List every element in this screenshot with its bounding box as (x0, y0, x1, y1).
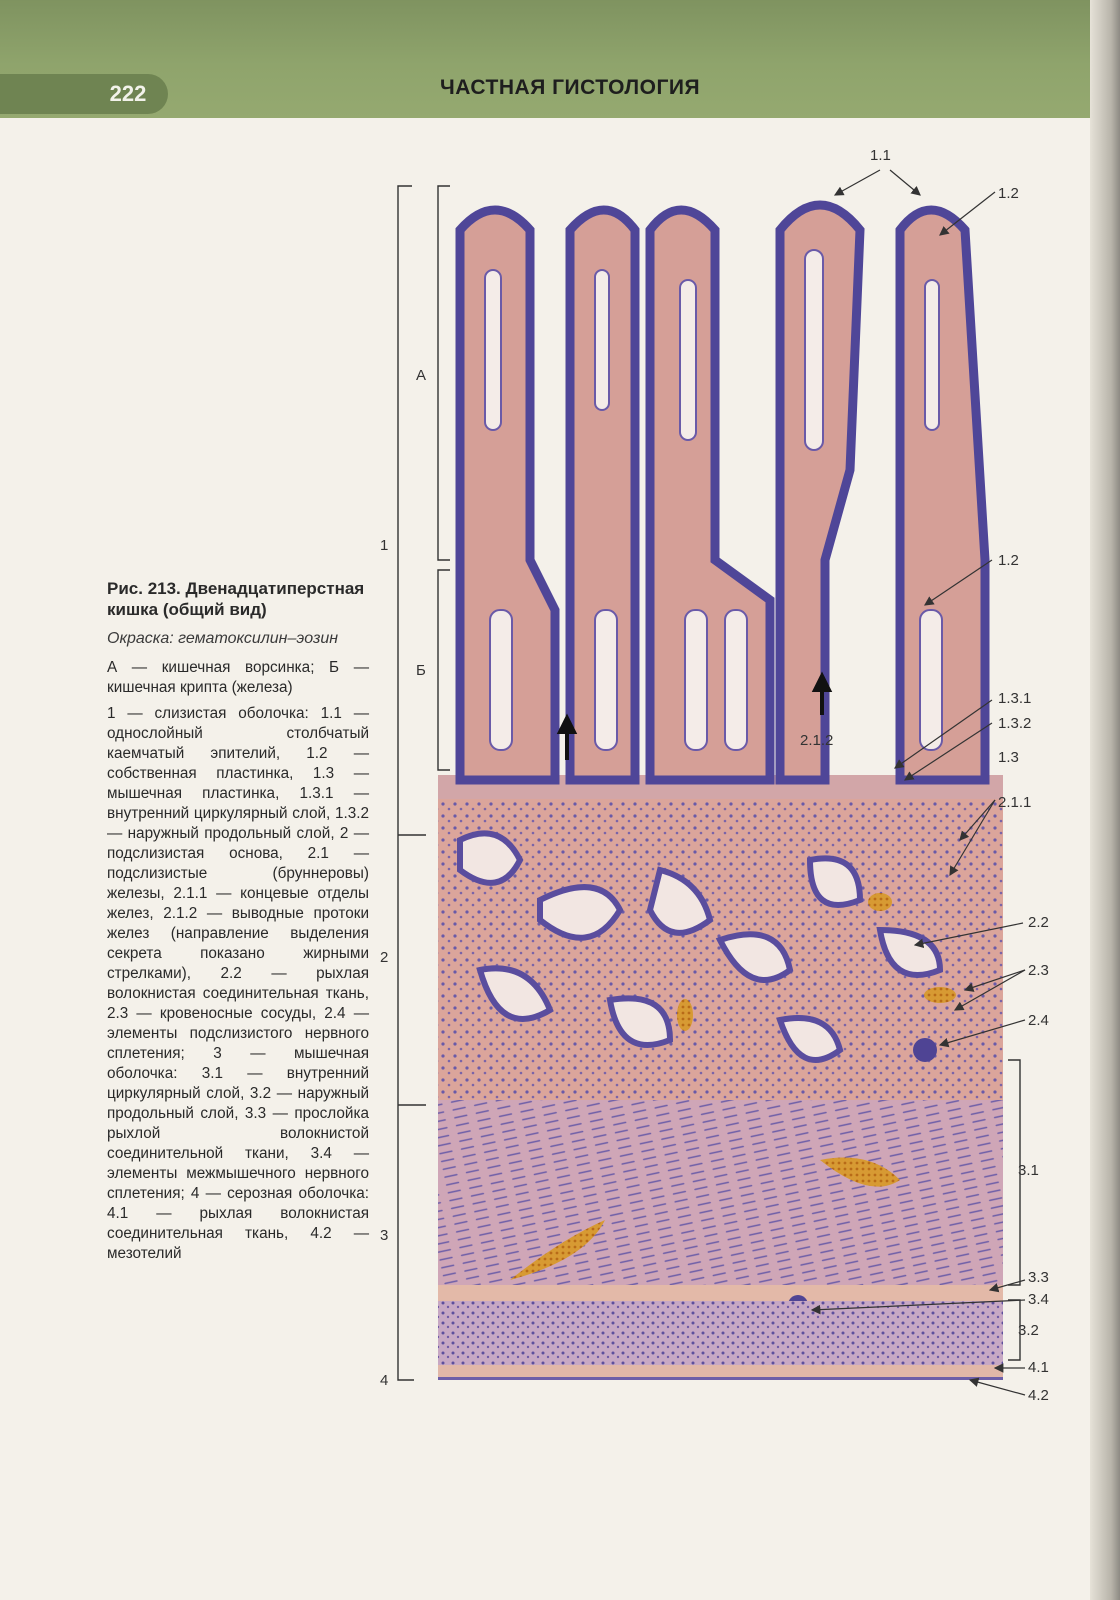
label-A: А (416, 367, 427, 384)
label-1-3-1: 1.3.1 (998, 690, 1032, 707)
mesothelium (438, 1377, 1003, 1380)
label-layer-2: 2 (380, 949, 389, 966)
histology-figure (380, 140, 1080, 1440)
connective-interlayer (438, 1285, 1003, 1301)
label-1-1: 1.1 (870, 147, 891, 164)
label-B: Б (416, 662, 426, 679)
blood-vessel (677, 999, 693, 1031)
label-3-4: 3.4 (1028, 1291, 1049, 1308)
caption-title: Рис. 213. Двенадцатиперстная кишка (общий вид) (107, 579, 365, 619)
label-layer-1: 1 (380, 537, 389, 554)
label-2-4: 2.4 (1028, 1012, 1049, 1029)
villi (460, 205, 985, 780)
figure-caption (107, 578, 369, 1270)
label-4-2: 4.2 (1028, 1387, 1049, 1404)
caption-legend-letters: А — кишечная ворсинка; Б — кишечная крипта (железа) (107, 659, 369, 696)
nerve-plexus (913, 1038, 937, 1062)
label-3-1: 3.1 (1018, 1162, 1039, 1179)
label-layer-4: 4 (380, 1372, 389, 1389)
label-1-2-top: 1.2 (998, 185, 1019, 202)
blood-vessel (924, 987, 956, 1003)
label-3-2: 3.2 (1018, 1322, 1039, 1339)
running-title: ЧАСТНАЯ ГИСТОЛОГИЯ (440, 76, 701, 99)
caption-stain: Окраска: гематоксилин–эозин (107, 630, 339, 647)
header-bar (0, 0, 1120, 118)
muscle-outer-longitudinal (438, 1301, 1003, 1365)
label-layer-3: 3 (380, 1227, 389, 1244)
muscle-inner-circular (438, 1100, 1003, 1285)
label-2-2: 2.2 (1028, 914, 1049, 931)
label-1-3: 1.3 (998, 749, 1019, 766)
caption-legend-numbers: 1 — слизистая оболочка: 1.1 — однослойный столбчатый каемчатый эпителий, 1.2 — собственная пластинка, 1.3 — мышечная пластинка, 1.3.1 — внутренний циркулярный слой, 1.3.2 — наружный продольный слой, 2 — подслизистая основа, 2.1 — подслизистые (бруннеровы) железы, 2.1.1 — концевые отделы желез, 2.1.2 — выводные протоки желез (направление выделения секрета показано жирными стрелками), 2.2 — рыхлая волокнистая соединительная ткань, 2.3 — кровеносные сосуды, 2.4 — элементы подслизистого нервного сплетения; 3 — мышечная оболочка: 3.1 — внутренний циркулярный слой, 3.2 — наружный продольный слой, 3.3 — прослойка рыхлой волокнистой соединительной ткани, 3.4 — элементы межмышечного нервного сплетения; 4 — серозная оболочка: 4.1 — рыхлая волокнистая соединительная ткань, 4.2 — мезотелий (107, 705, 369, 1262)
page-number: 222 (88, 74, 168, 114)
label-2-3: 2.3 (1028, 962, 1049, 979)
blood-vessel (868, 893, 892, 911)
label-1-2-mid: 1.2 (998, 552, 1019, 569)
label-2-1-1: 2.1.1 (998, 794, 1032, 811)
serosa (438, 1365, 1003, 1377)
label-1-3-2: 1.3.2 (998, 715, 1032, 732)
label-2-1-2: 2.1.2 (800, 732, 834, 749)
page-edge-shadow (1090, 0, 1120, 1600)
label-4-1: 4.1 (1028, 1359, 1049, 1376)
label-3-3: 3.3 (1028, 1269, 1049, 1286)
